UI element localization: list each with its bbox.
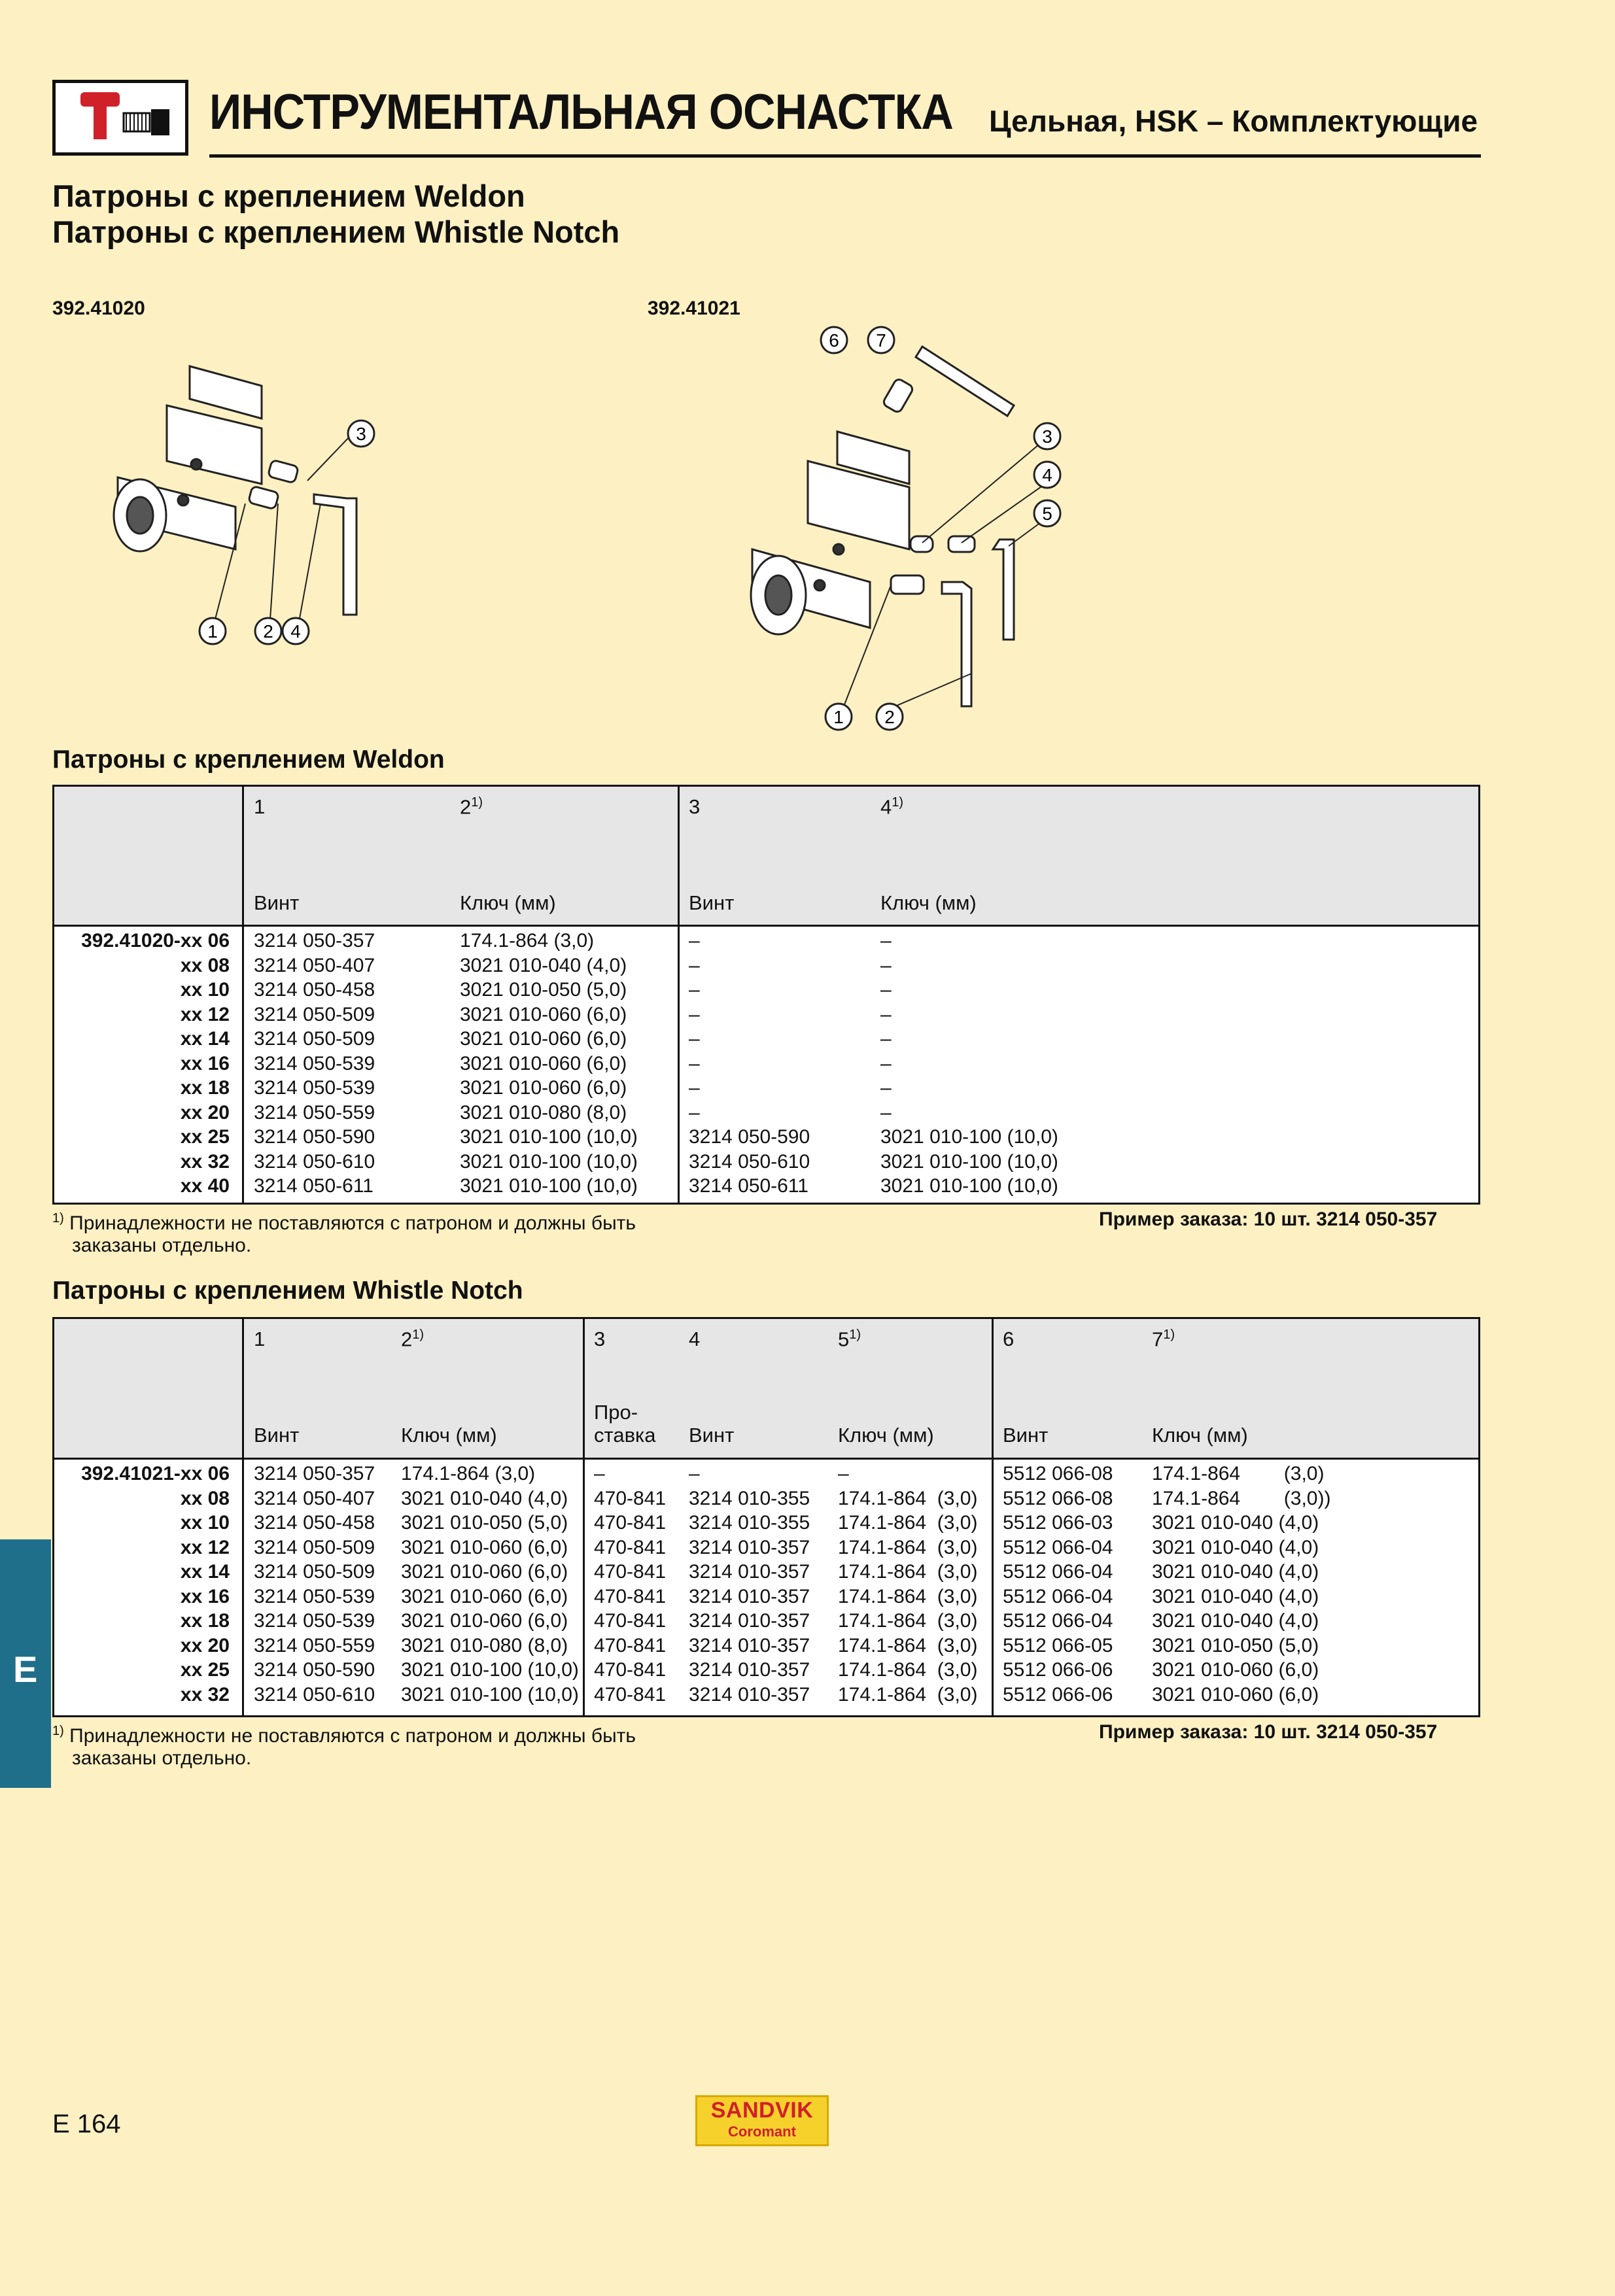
table-cell: 3214 010-355 — [689, 1487, 810, 1509]
table-cell: 3021 010-060 (6,0) — [401, 1585, 568, 1607]
table-cell: 3021 010-040 (4,0) — [1152, 1536, 1319, 1558]
table-column — [838, 1462, 977, 1707]
col-label: ставка — [594, 1424, 656, 1447]
col-label: Ключ (мм) — [460, 891, 556, 914]
table-cell: 470-841 — [594, 1585, 667, 1607]
weldon-order-example: Пример заказа: 10 шт. 3214 050-357 — [1099, 1208, 1438, 1230]
table-cell: 3214 010-357 — [689, 1561, 810, 1583]
table-cell: 470-841 — [594, 1536, 667, 1558]
table-column — [460, 929, 638, 1199]
table-cell: 5512 066-04 — [1003, 1561, 1113, 1583]
table-cell: 3021 010-060 (6,0) — [460, 1077, 627, 1099]
table-cell: 3214 050-539 — [254, 1610, 375, 1632]
table-cell: 5512 066-06 — [1003, 1659, 1113, 1681]
table-cell: xx 20 — [180, 1634, 230, 1656]
table-column — [594, 1462, 666, 1707]
whistle-section-title: Патроны с креплением Whistle Notch — [52, 1277, 523, 1305]
table-column — [254, 929, 375, 1199]
callout-1: 1 — [207, 621, 218, 642]
table-cell: 3021 010-080 (8,0) — [460, 1101, 627, 1123]
table-cell: xx 20 — [180, 1101, 230, 1123]
col-label: Винт — [1003, 1424, 1049, 1447]
table-cell: 3021 010-100 (10,0) — [880, 1175, 1058, 1197]
table-cell: xx 10 — [180, 979, 230, 1001]
table-cell: 3021 010-040 (4,0) — [1152, 1610, 1319, 1632]
table-cell: 392.41021-xx 06 — [81, 1463, 230, 1484]
whistle-table — [52, 1317, 1480, 1717]
table-cell: 3021 010-050 (5,0) — [1152, 1634, 1319, 1656]
table-cell: 470-841 — [594, 1561, 667, 1583]
table-cell: 174.1-864 (3,0) — [838, 1536, 978, 1558]
table-cell: – — [689, 1003, 700, 1025]
table-column — [54, 929, 230, 1199]
table-cell: 174.1-864 (3,0) — [838, 1634, 978, 1656]
section-tab-letter: E — [13, 1649, 38, 1690]
page-number: E 164 — [52, 2110, 121, 2138]
table-cell: 5512 066-08 — [1003, 1463, 1113, 1484]
table-cell: xx 25 — [180, 1126, 230, 1148]
table-cell: 3021 010-060 (6,0) — [460, 1028, 627, 1050]
table-cell: 5512 066-08 — [1003, 1487, 1113, 1509]
table-cell: 3214 010-357 — [689, 1610, 810, 1632]
table-cell: – — [880, 1077, 892, 1099]
col-label: Ключ (мм) — [880, 891, 977, 914]
table-cell: xx 18 — [180, 1610, 230, 1632]
table-cell: 3214 050-407 — [254, 954, 375, 976]
table-cell: 392.41020-xx 06 — [81, 930, 230, 951]
table-cell: xx 10 — [180, 1512, 230, 1534]
table-cell: 3214 050-509 — [254, 1003, 375, 1025]
table-cell: 3214 050-539 — [254, 1077, 375, 1099]
page-title-weldon: Патроны с креплением Weldon — [52, 179, 525, 213]
callout-3: 3 — [356, 424, 366, 444]
table-cell: 3214 050-509 — [254, 1028, 375, 1050]
table-cell: 3214 050-590 — [254, 1126, 375, 1148]
table-cell: 3214 050-407 — [254, 1487, 375, 1509]
table-cell: xx 25 — [180, 1659, 230, 1681]
table-cell: 5512 066-06 — [1003, 1683, 1113, 1705]
brand-sub: Coromant — [728, 2123, 796, 2140]
table-cell: 5512 066-04 — [1003, 1585, 1113, 1607]
drawing-code-right: 392.41021 — [648, 298, 740, 319]
table-cell: 3021 010-100 (10,0) — [401, 1683, 579, 1705]
table-cell: 3214 010-357 — [689, 1683, 810, 1705]
table-cell: 3021 010-060 (6,0) — [1152, 1683, 1319, 1705]
table-cell: 3214 050-559 — [254, 1634, 375, 1656]
col-num: 4$^{1)}$ — [880, 795, 904, 819]
table-cell: 3021 010-040 (4,0) — [1152, 1512, 1319, 1534]
sandvik-logo — [695, 2095, 829, 2146]
table-cell: 3214 050-539 — [254, 1585, 375, 1607]
table-cell: 3021 010-040 (4,0) — [1152, 1561, 1319, 1583]
col-divider — [678, 787, 680, 1203]
table-cell: 3021 010-060 (6,0) — [460, 1003, 627, 1025]
table-cell: 3214 050-590 — [689, 1126, 810, 1148]
table-cell: 3021 010-040 (4,0) — [401, 1487, 568, 1509]
table-cell: 174.1-864 (3,0) — [838, 1512, 978, 1534]
table-cell: 3214 050-357 — [254, 1463, 375, 1484]
table-cell: 3214 010-357 — [689, 1585, 810, 1607]
callout-2: 2 — [263, 621, 273, 642]
weldon-callouts — [190, 314, 451, 654]
callout-3: 3 — [1042, 426, 1052, 447]
table-cell: – — [880, 1003, 892, 1025]
callout-4: 4 — [1042, 465, 1052, 485]
table-cell: 470-841 — [594, 1683, 667, 1705]
col-divider — [583, 1319, 585, 1715]
table-cell: – — [880, 954, 892, 976]
table-cell: 3214 050-539 — [254, 1052, 375, 1074]
table-cell: 5512 066-05 — [1003, 1634, 1113, 1656]
table-cell: – — [880, 1028, 892, 1050]
table-cell: – — [689, 1101, 700, 1123]
brand-name: SANDVIK — [710, 2098, 814, 2123]
table-cell: xx 32 — [180, 1150, 230, 1173]
callout-1: 1 — [833, 707, 844, 727]
table-cell: 3214 050-559 — [254, 1101, 375, 1123]
col-label: Винт — [689, 1424, 735, 1447]
table-cell: 174.1-864 (3,0) — [401, 1463, 536, 1484]
table-cell: 3021 010-060 (6,0) — [401, 1561, 568, 1583]
col-num: 3 — [689, 795, 701, 818]
table-cell: 3214 050-458 — [254, 1512, 375, 1534]
header-rule — [209, 154, 1481, 158]
col-label: Винт — [254, 891, 300, 914]
table-column — [689, 1462, 810, 1707]
callout-6: 6 — [829, 330, 839, 351]
col-label: Ключ (мм) — [838, 1424, 934, 1447]
weldon-table — [52, 785, 1480, 1205]
table-cell: 3021 010-060 (6,0) — [1152, 1659, 1319, 1681]
table-cell: 3214 010-357 — [689, 1634, 810, 1656]
col-label: Ключ (мм) — [401, 1424, 497, 1447]
col-num: 6 — [1003, 1328, 1015, 1350]
table-cell: 470-841 — [594, 1634, 667, 1656]
table-cell: 3021 010-100 (10,0) — [460, 1150, 638, 1173]
table-cell: 3021 010-060 (6,0) — [460, 1052, 627, 1074]
table-cell: – — [880, 1101, 892, 1123]
table-cell: – — [689, 1077, 700, 1099]
table-cell: 3214 050-458 — [254, 979, 375, 1001]
table-cell: 3214 010-357 — [689, 1536, 810, 1558]
weldon-section-title: Патроны с креплением Weldon — [52, 745, 445, 774]
table-column — [401, 1462, 579, 1707]
col-divider — [242, 1319, 244, 1715]
section-logo — [52, 80, 188, 156]
table-cell: – — [689, 979, 700, 1001]
header-title: ИНСТРУМЕНТАЛЬНАЯ ОСНАСТКА — [209, 84, 953, 140]
table-cell: – — [880, 1052, 892, 1074]
table-cell: xx 18 — [180, 1077, 230, 1099]
col-label: Винт — [689, 891, 735, 914]
table-column — [689, 929, 810, 1199]
col-divider — [992, 1319, 994, 1715]
callout-4: 4 — [290, 621, 301, 642]
table-cell: 470-841 — [594, 1512, 667, 1534]
table-column — [880, 929, 1058, 1199]
table-cell: – — [689, 1052, 700, 1074]
table-cell: 3214 050-610 — [254, 1150, 375, 1173]
table-cell: 174.1-864 (3,0) — [838, 1659, 978, 1681]
table-cell: xx 16 — [180, 1052, 230, 1074]
table-cell: 3214 050-509 — [254, 1536, 375, 1558]
col-num: 2$^{1)}$ — [460, 795, 483, 819]
table-cell: 3021 010-100 (10,0) — [460, 1126, 638, 1148]
header-subtitle: Цельная, HSK – Комплектующие — [989, 104, 1478, 138]
table-cell: 3214 050-611 — [689, 1175, 808, 1197]
table-cell: 470-841 — [594, 1659, 667, 1681]
whistle-callouts — [805, 320, 1099, 745]
table-cell: 174.1-864 (3,0) — [838, 1487, 978, 1509]
table-cell: 5512 066-03 — [1003, 1512, 1113, 1534]
table-cell: 3214 050-357 — [254, 930, 375, 951]
table-cell: – — [689, 1028, 700, 1050]
col-num: 2$^{1)}$ — [401, 1328, 425, 1351]
table-cell: 3021 010-100 (10,0) — [880, 1126, 1058, 1148]
table-cell: xx 08 — [180, 1487, 230, 1509]
col-num: 5$^{1)}$ — [838, 1328, 861, 1351]
table-cell: 470-841 — [594, 1487, 667, 1509]
table-cell: 5512 066-04 — [1003, 1536, 1113, 1558]
callout-2: 2 — [884, 707, 895, 727]
table-cell: 3021 010-080 (8,0) — [401, 1634, 568, 1656]
col-divider — [242, 787, 244, 1203]
table-cell: 174.1-864 (3,0) — [460, 930, 595, 951]
table-cell: 470-841 — [594, 1610, 667, 1632]
table-cell: 3021 010-060 (6,0) — [401, 1610, 568, 1632]
col-num: 3 — [594, 1328, 606, 1350]
callout-7: 7 — [876, 330, 886, 351]
table-cell: – — [838, 1463, 849, 1484]
table-column — [254, 1462, 375, 1707]
weldon-footnote: $^{1)}$ Принадлежности не поставляются с патроном и должны быть заказаны отдельно. — [52, 1211, 636, 1256]
table-cell: 174.1-864 (3,0) — [838, 1610, 978, 1632]
table-cell: 174.1-864 (3,0) — [838, 1585, 978, 1607]
table-cell: 3021 010-100 (10,0) — [460, 1175, 638, 1197]
table-cell: 3214 010-355 — [689, 1512, 810, 1534]
t-wrench-icon — [56, 83, 185, 152]
col-num: 1 — [254, 795, 266, 818]
weldon-table-header — [54, 787, 1478, 927]
whistle-footnote: $^{1)}$ Принадлежности не поставляются с патроном и должны быть заказаны отдельно. — [52, 1724, 636, 1769]
col-label: Про- — [594, 1401, 638, 1424]
table-cell: xx 14 — [180, 1028, 230, 1050]
page-title-whistle: Патроны с креплением Whistle Notch — [52, 214, 620, 249]
callout-5: 5 — [1042, 504, 1052, 524]
table-column — [54, 1462, 230, 1707]
table-cell: 3021 010-040 (4,0) — [1152, 1585, 1319, 1607]
table-cell: – — [689, 930, 700, 951]
table-cell: xx 16 — [180, 1585, 230, 1607]
table-cell: 3214 050-509 — [254, 1561, 375, 1583]
table-cell: – — [880, 930, 892, 951]
col-label: Винт — [254, 1424, 300, 1447]
table-cell: 3214 050-610 — [254, 1683, 375, 1705]
table-cell: 3021 010-050 (5,0) — [460, 979, 627, 1001]
table-cell: xx 32 — [180, 1683, 230, 1705]
table-cell: 5512 066-04 — [1003, 1610, 1113, 1632]
table-cell: 3021 010-040 (4,0) — [460, 954, 627, 976]
table-cell: 174.1-864 (3,0)) — [1152, 1487, 1331, 1509]
col-num: 4 — [689, 1328, 701, 1350]
whistle-order-example: Пример заказа: 10 шт. 3214 050-357 — [1099, 1721, 1438, 1743]
table-cell: 174.1-864 (3,0) — [838, 1683, 978, 1705]
table-cell: xx 08 — [180, 954, 230, 976]
table-column — [1152, 1462, 1330, 1707]
table-cell: 3214 050-611 — [254, 1175, 373, 1197]
table-cell: – — [594, 1463, 605, 1484]
table-cell: xx 14 — [180, 1561, 230, 1583]
table-cell: xx 12 — [180, 1003, 230, 1025]
table-cell: xx 12 — [180, 1536, 230, 1558]
table-cell: xx 40 — [180, 1175, 230, 1197]
table-cell: – — [689, 1463, 700, 1484]
table-cell: 3214 050-610 — [689, 1150, 810, 1173]
table-cell: 3021 010-100 (10,0) — [880, 1150, 1058, 1173]
table-cell: – — [880, 979, 892, 1001]
col-label: Ключ (мм) — [1152, 1424, 1248, 1447]
table-column — [1003, 1462, 1113, 1707]
whistle-table-header — [54, 1319, 1478, 1460]
table-cell: – — [689, 954, 700, 976]
table-cell: 3021 010-060 (6,0) — [401, 1536, 568, 1558]
table-cell: 3021 010-100 (10,0) — [401, 1659, 579, 1681]
col-num: 7$^{1)}$ — [1152, 1328, 1175, 1351]
table-cell: 3214 010-357 — [689, 1659, 810, 1681]
drawing-code-left: 392.41020 — [52, 298, 145, 319]
table-cell: 3021 010-050 (5,0) — [401, 1512, 568, 1534]
table-cell: 3214 050-590 — [254, 1659, 375, 1681]
table-cell: 174.1-864 (3,0) — [838, 1561, 978, 1583]
col-num: 1 — [254, 1328, 266, 1350]
table-cell: 174.1-864 (3,0) — [1152, 1463, 1325, 1484]
